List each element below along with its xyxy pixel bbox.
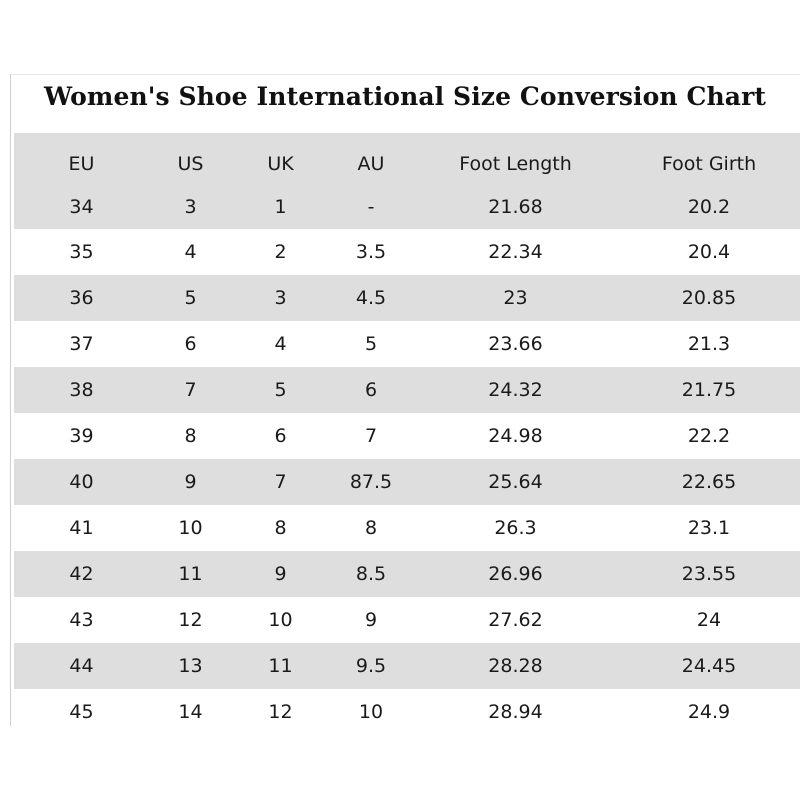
cell-us: 14: [149, 689, 232, 735]
cell-au: 9: [329, 597, 413, 643]
cell-foot-length: 27.62: [413, 597, 618, 643]
cell-foot-girth: 23.1: [618, 505, 800, 551]
cell-foot-length: 23.66: [413, 321, 618, 367]
table-row: [14, 689, 800, 735]
table-row: [14, 275, 800, 321]
cell-uk: 7: [232, 459, 329, 505]
cell-au: 6: [329, 367, 413, 413]
cell-us: 13: [149, 643, 232, 689]
cell-us: 8: [149, 413, 232, 459]
header-foot-girth: Foot Girth: [618, 133, 800, 187]
cell-au: 9.5: [329, 643, 413, 689]
cell-eu: 40: [14, 459, 149, 505]
cell-foot-girth: 22.65: [618, 459, 800, 505]
cell-foot-girth: 20.4: [618, 229, 800, 275]
cell-foot-length: 22.34: [413, 229, 618, 275]
cell-foot-girth: 24.45: [618, 643, 800, 689]
cell-foot-girth: 22.2: [618, 413, 800, 459]
cell-eu: 45: [14, 689, 149, 735]
cell-foot-girth: 24: [618, 597, 800, 643]
chart-title: Women's Shoe International Size Conversion Chart: [44, 82, 766, 111]
cell-uk: 12: [232, 689, 329, 735]
cell-eu: 36: [14, 275, 149, 321]
cell-eu: 41: [14, 505, 149, 551]
cell-us: 12: [149, 597, 232, 643]
cell-au: 5: [329, 321, 413, 367]
table-row: [14, 459, 800, 505]
table-row: [14, 643, 800, 689]
table-row: [14, 321, 800, 367]
cell-foot-girth: 21.3: [618, 321, 800, 367]
cell-uk: 6: [232, 413, 329, 459]
cell-uk: 11: [232, 643, 329, 689]
table-row: [14, 597, 800, 643]
header-foot-length: Foot Length: [413, 133, 618, 187]
cell-uk: 3: [232, 275, 329, 321]
cell-foot-girth: 21.75: [618, 367, 800, 413]
table-row: [14, 367, 800, 413]
table-body: [14, 187, 800, 735]
cell-eu: 39: [14, 413, 149, 459]
cell-eu: 35: [14, 229, 149, 275]
cell-foot-girth: 20.85: [618, 275, 800, 321]
header-us: US: [149, 133, 232, 187]
table-row: [14, 505, 800, 551]
cell-eu: 42: [14, 551, 149, 597]
cell-foot-length: 26.3: [413, 505, 618, 551]
cell-us: 3: [149, 187, 232, 229]
cell-foot-girth: 23.55: [618, 551, 800, 597]
cell-foot-length: 26.96: [413, 551, 618, 597]
cell-uk: 10: [232, 597, 329, 643]
cell-us: 11: [149, 551, 232, 597]
cell-us: 5: [149, 275, 232, 321]
cell-au: 8: [329, 505, 413, 551]
cell-au: 3.5: [329, 229, 413, 275]
cell-foot-length: 28.94: [413, 689, 618, 735]
top-divider: [10, 74, 800, 75]
header-row: [14, 133, 800, 187]
size-conversion-table: [14, 133, 800, 735]
cell-au: -: [329, 187, 413, 229]
cell-uk: 8: [232, 505, 329, 551]
header-au: AU: [329, 133, 413, 187]
cell-us: 10: [149, 505, 232, 551]
cell-foot-length: 24.32: [413, 367, 618, 413]
table-row: [14, 413, 800, 459]
header-eu: EU: [14, 133, 149, 187]
cell-au: 7: [329, 413, 413, 459]
cell-foot-length: 21.68: [413, 187, 618, 229]
cell-eu: 34: [14, 187, 149, 229]
cell-uk: 1: [232, 187, 329, 229]
cell-foot-length: 23: [413, 275, 618, 321]
left-divider: [10, 74, 11, 726]
cell-au: 8.5: [329, 551, 413, 597]
cell-uk: 4: [232, 321, 329, 367]
cell-us: 9: [149, 459, 232, 505]
table-row: [14, 229, 800, 275]
cell-au: 87.5: [329, 459, 413, 505]
cell-uk: 5: [232, 367, 329, 413]
cell-foot-girth: 20.2: [618, 187, 800, 229]
cell-foot-length: 28.28: [413, 643, 618, 689]
cell-au: 10: [329, 689, 413, 735]
cell-uk: 9: [232, 551, 329, 597]
cell-eu: 43: [14, 597, 149, 643]
cell-au: 4.5: [329, 275, 413, 321]
cell-eu: 38: [14, 367, 149, 413]
cell-eu: 44: [14, 643, 149, 689]
cell-us: 7: [149, 367, 232, 413]
cell-uk: 2: [232, 229, 329, 275]
cell-us: 6: [149, 321, 232, 367]
table-row: [14, 187, 800, 229]
cell-eu: 37: [14, 321, 149, 367]
cell-us: 4: [149, 229, 232, 275]
cell-foot-girth: 24.9: [618, 689, 800, 735]
table-row: [14, 551, 800, 597]
cell-foot-length: 25.64: [413, 459, 618, 505]
header-uk: UK: [232, 133, 329, 187]
cell-foot-length: 24.98: [413, 413, 618, 459]
